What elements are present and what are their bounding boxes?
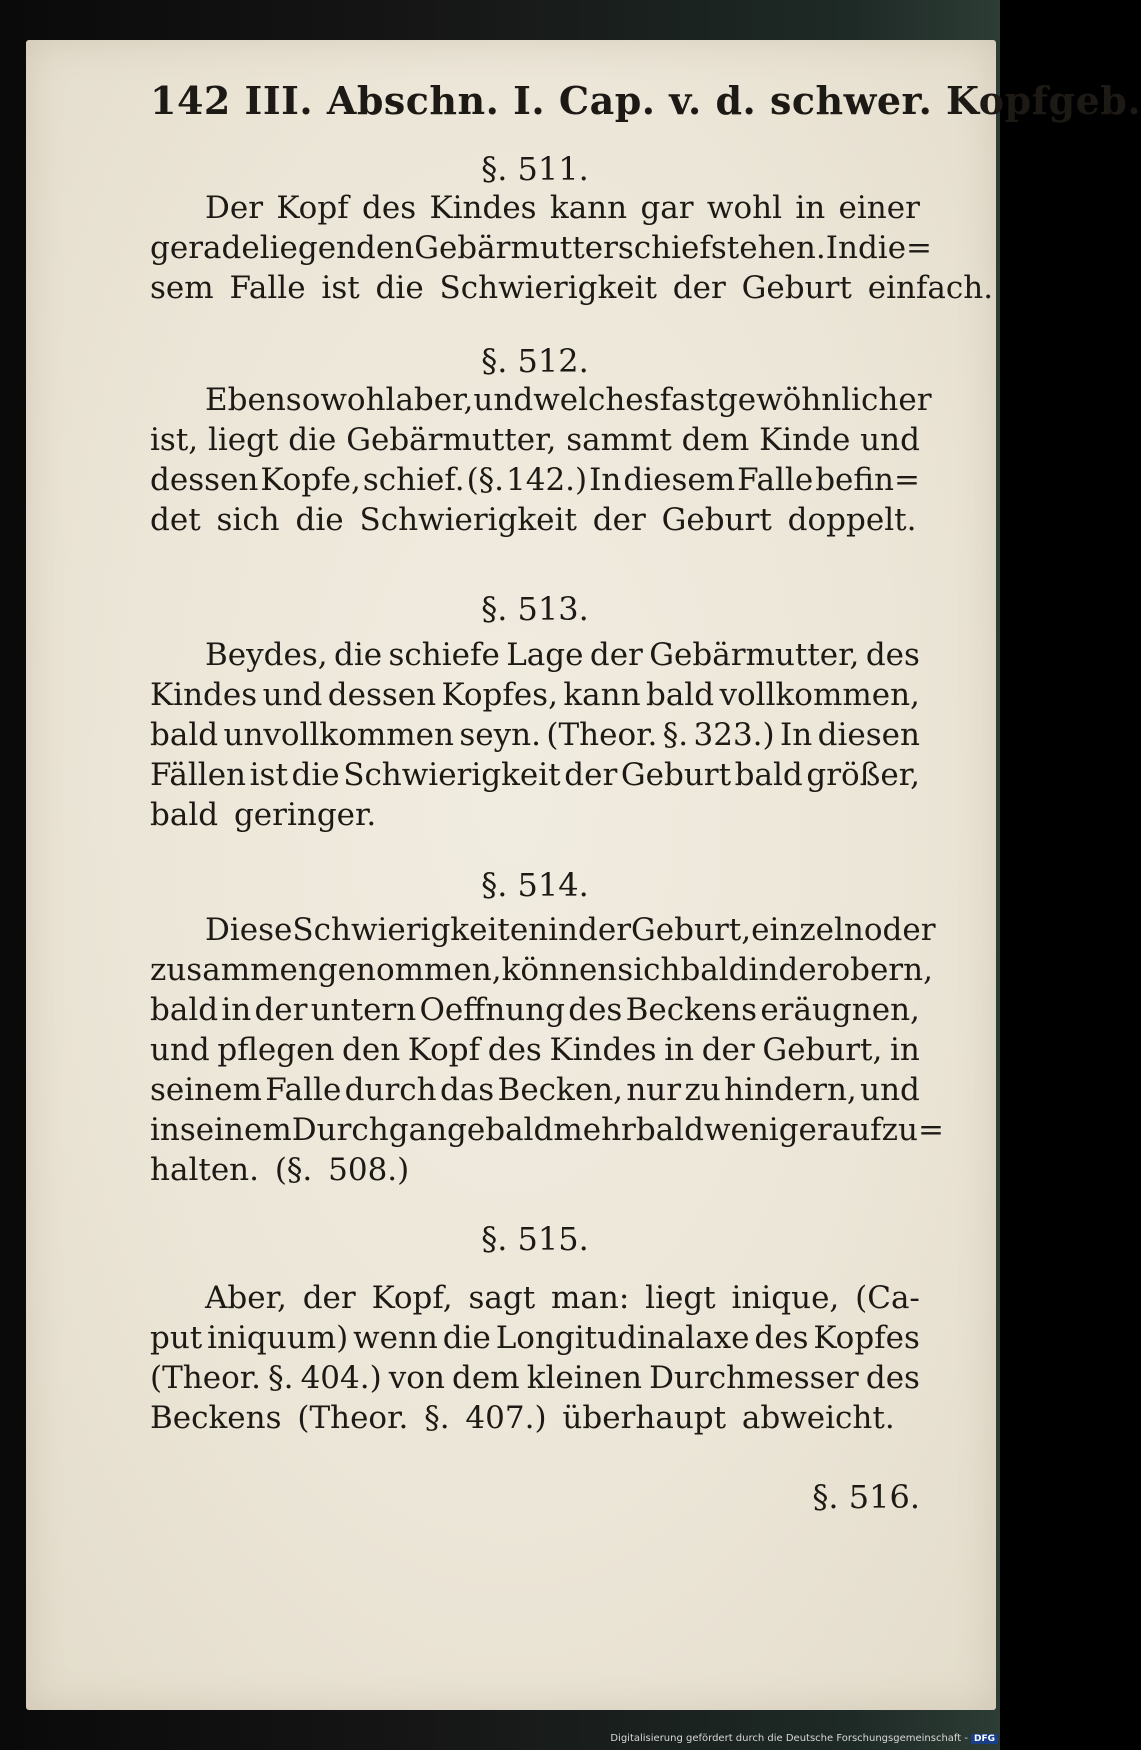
word: (§.	[466, 462, 505, 498]
word: in	[664, 1032, 695, 1068]
word: iniquum)	[207, 1320, 349, 1356]
word: sich	[617, 952, 681, 988]
word: dem	[681, 422, 750, 458]
section-number: §. 512.	[481, 342, 589, 380]
word: Durchgange	[291, 1112, 486, 1148]
word: das	[439, 1072, 495, 1108]
word: liegt	[645, 1280, 716, 1316]
word: und	[860, 1072, 920, 1108]
word: mehr	[553, 1112, 636, 1148]
word: Schwierigkeiten	[292, 912, 549, 948]
word: (Ca-	[855, 1280, 920, 1316]
word: bald	[150, 992, 219, 1028]
text-line	[150, 422, 920, 458]
word: fast	[659, 382, 718, 418]
word: Kopfes	[813, 1320, 920, 1356]
word: In	[825, 230, 858, 266]
word: der	[701, 1032, 755, 1068]
text-line	[150, 1032, 920, 1068]
word: Kopfes,	[441, 677, 558, 713]
word: untern	[310, 992, 417, 1028]
section-number: §. 515.	[481, 1220, 589, 1258]
word: können	[501, 952, 618, 988]
word: Kindes	[150, 677, 258, 713]
word: Becken,	[497, 1072, 623, 1108]
text-line: bald geringer.	[150, 797, 377, 833]
footer-text: Digitalisierung gefördert durch die Deutsche Forschungsgemeinschaft -	[610, 1733, 968, 1744]
word: in	[795, 190, 826, 226]
word: einer	[838, 190, 920, 226]
word: genommen,	[317, 952, 502, 988]
word: unvollkommen	[223, 717, 454, 753]
word: Gebärmutter	[414, 230, 618, 266]
text-line: halten. (§. 508.)	[150, 1152, 410, 1188]
word: Schwierigkeit	[343, 757, 561, 793]
word: die	[291, 757, 340, 793]
word: Eben	[205, 382, 286, 418]
word: Kopf	[407, 1032, 481, 1068]
text-line	[150, 992, 920, 1028]
word: (Theor.	[546, 717, 658, 753]
word: Der	[205, 190, 264, 226]
word: und	[473, 382, 534, 418]
catchword: §. 516.	[812, 1478, 920, 1516]
word: Gebärmutter,	[346, 422, 557, 458]
word: der	[302, 1280, 356, 1316]
word: zu	[684, 1072, 721, 1108]
word: bald	[734, 757, 803, 793]
word: put	[150, 1320, 203, 1356]
section-number: §. 514.	[481, 866, 589, 904]
word: die=	[857, 230, 933, 266]
text-line	[205, 1280, 920, 1316]
word: kann	[549, 190, 628, 226]
word: dessen	[327, 677, 437, 713]
word: der	[564, 757, 618, 793]
word: diesem	[623, 462, 736, 498]
word: gar	[640, 190, 694, 226]
word: und	[860, 422, 920, 458]
word: des	[362, 190, 417, 226]
word: ist,	[150, 422, 199, 458]
text-line	[150, 677, 920, 713]
text-line	[150, 462, 920, 498]
word: der	[778, 952, 832, 988]
text-line: sem Falle ist die Schwierigkeit der Geburt einfach.	[150, 270, 994, 306]
digitization-footer	[600, 1733, 998, 1744]
text-line	[205, 190, 920, 226]
word: wenn	[353, 1320, 438, 1356]
word: in	[889, 1032, 920, 1068]
word: sammt	[566, 422, 672, 458]
word: durch	[344, 1072, 437, 1108]
word: Gebärmutter,	[649, 637, 860, 673]
word: welches	[533, 382, 660, 418]
word: hindern,	[724, 1072, 857, 1108]
word: Longitudinalaxe	[495, 1320, 750, 1356]
word: Oeffnung	[419, 992, 565, 1028]
word: den	[342, 1032, 401, 1068]
word: weniger	[703, 1112, 832, 1148]
word: In	[589, 462, 622, 498]
word: schiefe	[388, 637, 500, 673]
word: von	[388, 1360, 445, 1396]
word: kann	[563, 677, 641, 713]
word: in	[221, 992, 252, 1028]
word: dessen	[150, 462, 259, 498]
word: Fällen	[150, 757, 247, 793]
word: zusammen	[150, 952, 318, 988]
word: Diese	[205, 912, 293, 948]
word: bald	[680, 952, 749, 988]
word: Kopf	[276, 190, 349, 226]
word: des	[865, 1360, 920, 1396]
word: §.	[268, 1360, 294, 1396]
word: in	[548, 912, 579, 948]
text-line	[205, 912, 936, 948]
word: in	[150, 1112, 180, 1148]
word: die	[288, 422, 337, 458]
word: gewöhnlicher	[717, 382, 932, 418]
word: Geburt	[620, 757, 732, 793]
word: schief	[617, 230, 711, 266]
text-line	[150, 1112, 944, 1148]
word: pflegen	[217, 1032, 335, 1068]
text-line	[150, 230, 933, 266]
word: Beydes,	[205, 637, 328, 673]
word: bald	[635, 1112, 704, 1148]
word: Falle	[265, 1072, 342, 1108]
word: aber,	[395, 382, 474, 418]
word: seyn.	[459, 717, 541, 753]
word: der	[578, 912, 632, 948]
word: Kindes	[429, 190, 537, 226]
text-line	[205, 382, 932, 418]
word: Durchmesser	[649, 1360, 859, 1396]
word: Kinde	[759, 422, 851, 458]
text-line	[150, 1072, 920, 1108]
word: größer,	[806, 757, 920, 793]
word: (Theor.	[150, 1360, 262, 1396]
word: der	[589, 637, 643, 673]
text-line: Beckens (Theor. §. 407.) überhaupt abweicht.	[150, 1400, 895, 1436]
text-line	[150, 1320, 920, 1356]
word: des	[865, 637, 920, 673]
text-line	[150, 717, 920, 753]
text-line	[150, 952, 933, 988]
word: nur	[626, 1072, 682, 1108]
word: Geburt,	[631, 912, 752, 948]
word: sowohl	[285, 382, 396, 418]
word: diesen	[817, 717, 920, 753]
word: Aber,	[205, 1280, 287, 1316]
text-line	[150, 757, 920, 793]
text-line: det sich die Schwierigkeit der Geburt doppelt.	[150, 502, 917, 538]
word: bald	[485, 1112, 554, 1148]
word: seinem	[179, 1112, 292, 1148]
word: bald	[645, 677, 715, 713]
word: schief.	[362, 462, 465, 498]
word: und	[262, 677, 323, 713]
word: wohl	[706, 190, 782, 226]
word: Kopfe,	[260, 462, 361, 498]
word: oder	[863, 912, 936, 948]
word: gerade	[150, 230, 260, 266]
word: obern,	[831, 952, 933, 988]
dfg-logo: DFG	[971, 1734, 998, 1744]
word: Geburt,	[762, 1032, 883, 1068]
word: 323.)	[693, 717, 775, 753]
word: 404.)	[300, 1360, 382, 1396]
word: des	[487, 1032, 542, 1068]
word: befin=	[815, 462, 920, 498]
word: liegt	[207, 422, 279, 458]
word: Kopf,	[371, 1280, 453, 1316]
word: einzeln	[751, 912, 864, 948]
word: 142.)	[506, 462, 588, 498]
running-head: 142 III. Abschn. I. Cap. v. d. schwer. Kopfgeb.	[150, 78, 1141, 123]
word: In	[780, 717, 813, 753]
word: §.	[662, 717, 689, 753]
word: sagt	[468, 1280, 536, 1316]
word: Kindes	[549, 1032, 657, 1068]
word: der	[254, 992, 308, 1028]
word: in	[748, 952, 779, 988]
word: des	[754, 1320, 809, 1356]
word: des	[568, 992, 623, 1028]
word: ist	[249, 757, 288, 793]
word: liegenden	[259, 230, 415, 266]
word: die	[442, 1320, 491, 1356]
word: bald	[150, 717, 219, 753]
word: Lage	[506, 637, 584, 673]
word: stehen.	[710, 230, 826, 266]
word: eräugnen,	[760, 992, 920, 1028]
text-line	[205, 637, 920, 673]
word: kleinen	[526, 1360, 642, 1396]
word: vollkommen,	[719, 677, 920, 713]
word: die	[333, 637, 383, 673]
word: und	[150, 1032, 210, 1068]
word: seinem	[150, 1072, 262, 1108]
section-number: §. 511.	[481, 150, 589, 188]
word: dem	[452, 1360, 520, 1396]
section-number: §. 513.	[481, 590, 589, 628]
text-line	[150, 1360, 920, 1396]
word: inique,	[731, 1280, 840, 1316]
word: man:	[551, 1280, 630, 1316]
word: Falle	[737, 462, 814, 498]
word: Beckens	[625, 992, 758, 1028]
word: aufzu=	[831, 1112, 944, 1148]
